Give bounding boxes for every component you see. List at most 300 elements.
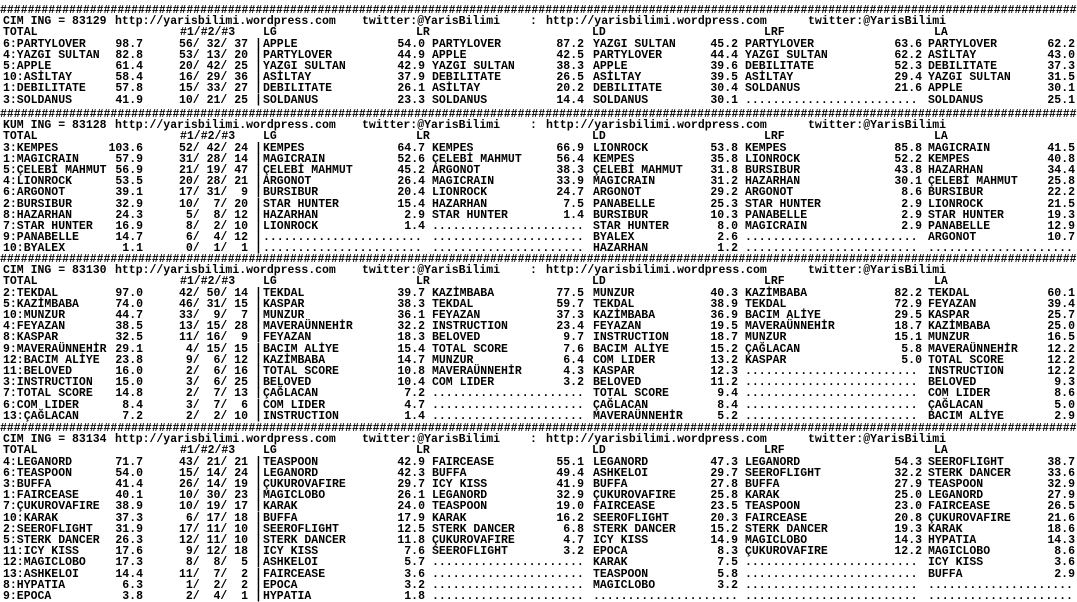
lg-horse-name: BUFFA: [263, 512, 298, 525]
entry-rank-name: 9:EPOCA: [3, 590, 52, 602]
entry-place-counts: 33/ 9/ 7: [178, 309, 248, 322]
ld-horse-name: DEBILITATE: [593, 82, 663, 95]
entry-total-score: 98.7: [115, 38, 143, 51]
column-divider: |: [255, 343, 262, 356]
lrf-score: 25.0: [894, 489, 922, 502]
lrf-horse-name: MAVERAÜNNEHİR: [745, 320, 835, 333]
entry-place-counts: 42/ 50/ 14: [178, 287, 248, 300]
lr-score: 1.4: [563, 209, 584, 222]
entry-total-score: 39.1: [115, 186, 143, 199]
lg-score: 23.3: [397, 94, 425, 107]
lg-score: 36.1: [397, 309, 425, 322]
entry-rank-name: 11:ICY KISS: [3, 545, 79, 558]
twitter-handle-2: twitter:@YarisBilimi: [808, 119, 947, 132]
race-id: CIM ING = 83134: [3, 433, 107, 446]
lr-horse-name: FAIRCEASE: [432, 456, 495, 469]
lr-score: 33.9: [556, 175, 584, 188]
lr-score: 38.3: [556, 60, 584, 73]
lrf-score: 2.9: [901, 209, 922, 222]
entry-total-score: 38.9: [115, 500, 143, 513]
la-horse-name: BUFFA: [928, 568, 963, 581]
entry-place-counts: 20/ 28/ 21: [178, 175, 248, 188]
entry-place-counts: 43/ 21/ 21: [178, 456, 248, 469]
la-horse-name: LIONROCK: [928, 198, 984, 211]
entry-rank-name: 10:BYALEX: [3, 242, 66, 255]
column-divider: |: [255, 298, 262, 311]
ld-score: 1.2: [717, 242, 738, 255]
lr-score: 19.0: [556, 500, 584, 513]
lr-score: 7.6: [563, 343, 584, 356]
ld-score: 7.5: [717, 556, 738, 569]
lr-horse-name: KEMPES: [432, 142, 474, 155]
lg-horse-name: ÇELEBİ MAHMUT: [263, 164, 353, 177]
la-score: 19.3: [1047, 209, 1075, 222]
la-horse-name: HYPATIA: [928, 534, 977, 547]
column-divider: |: [255, 209, 262, 222]
column-header-lr: LR: [416, 444, 430, 457]
lr-empty-dots: ......................: [432, 220, 584, 233]
lr-score: 14.4: [556, 94, 584, 107]
lg-score: 26.1: [397, 489, 425, 502]
entry-place-counts: 2/ 7/ 13: [185, 387, 248, 400]
lr-score: 38.3: [556, 164, 584, 177]
lg-score: 1.8: [404, 590, 425, 602]
lg-score: 44.9: [397, 49, 425, 62]
entry-total-score: 14.4: [115, 568, 143, 581]
lg-score: 4.7: [404, 399, 425, 412]
entry-rank-name: 5:STERK DANCER: [3, 534, 100, 547]
lrf-score: 27.9: [894, 478, 922, 491]
lg-score: 15.4: [397, 343, 425, 356]
lrf-score: 54.3: [894, 456, 922, 469]
entry-place-counts: 53/ 13/ 20: [178, 49, 248, 62]
lg-horse-name: TEASPOON: [263, 456, 319, 469]
lrf-score: 2.9: [901, 220, 922, 233]
lrf-score: 82.2: [894, 287, 922, 300]
ld-score: 8.4: [717, 399, 738, 412]
entry-total-score: 17.3: [115, 556, 143, 569]
la-score: 33.6: [1047, 467, 1075, 480]
ld-score: 10.3: [710, 209, 738, 222]
lr-horse-name: HAZARHAN: [432, 198, 488, 211]
entry-total-score: 41.4: [115, 478, 143, 491]
column-header-total: TOTAL: [3, 444, 38, 457]
separator-colon: :: [530, 264, 537, 277]
lrf-score: 62.2: [894, 49, 922, 62]
lg-horse-name: ARGONOT: [263, 175, 312, 188]
la-score: 8.6: [1054, 545, 1075, 558]
lg-score: 26.1: [397, 82, 425, 95]
entry-rank-name: 8:KASPAR: [3, 331, 59, 344]
lg-horse-name: HAZARHAN: [263, 209, 319, 222]
blog-url-2: http://yarisbilimi.wordpress.com: [546, 433, 767, 446]
ld-horse-name: TEKDAL: [593, 298, 635, 311]
la-score: 22.2: [1047, 186, 1075, 199]
entry-place-counts: 11/ 7/ 2: [178, 568, 248, 581]
la-horse-name: ÇAĞLACAN: [928, 399, 984, 412]
lr-score: 6.8: [563, 523, 584, 536]
ld-horse-name: TEASPOON: [593, 568, 649, 581]
entry-total-score: 103.6: [108, 142, 143, 155]
lrf-empty-dots: .........................: [745, 242, 918, 255]
la-horse-name: APPLE: [928, 82, 963, 95]
entry-place-counts: 10/ 19/ 17: [178, 500, 248, 513]
lrf-score: 52.3: [894, 60, 922, 73]
lrf-horse-name: LIONROCK: [745, 153, 801, 166]
entry-total-score: 61.4: [115, 60, 143, 73]
lr-horse-name: MUNZUR: [432, 354, 474, 367]
lg-horse-name: EPOCA: [263, 579, 298, 592]
ld-score: 53.8: [710, 142, 738, 155]
lr-horse-name: MAGICRAIN: [432, 175, 495, 188]
column-divider: |: [255, 320, 262, 333]
ld-score: 13.2: [710, 354, 738, 367]
entry-place-counts: 11/ 16/ 9: [178, 331, 248, 344]
entry-rank-name: 7:TOTAL SCORE: [3, 387, 93, 400]
ld-score: 25.3: [710, 198, 738, 211]
lrf-score: 19.3: [894, 523, 922, 536]
lg-horse-name: ÇAĞLACAN: [263, 387, 319, 400]
lr-score: 66.9: [556, 142, 584, 155]
column-divider: |: [255, 164, 262, 177]
ld-empty-dots: .....................: [593, 590, 738, 602]
lrf-empty-dots: .........................: [745, 94, 918, 107]
lr-score: 6.4: [563, 354, 584, 367]
ld-score: 20.3: [710, 512, 738, 525]
lrf-score: 29.5: [894, 309, 922, 322]
column-divider: |: [255, 399, 262, 412]
lrf-horse-name: PARTYLOVER: [745, 38, 815, 51]
column-divider: |: [255, 60, 262, 73]
entry-place-counts: 3/ 7/ 6: [185, 399, 248, 412]
lg-horse-name: FEYAZAN: [263, 331, 312, 344]
column-header-lrf: LRF: [764, 130, 785, 143]
lg-score: 24.0: [397, 500, 425, 513]
column-divider: |: [255, 456, 262, 469]
la-score: 30.1: [1047, 82, 1075, 95]
table-row: [0, 95, 1077, 107]
ld-score: 5.2: [717, 410, 738, 423]
column-header-la: LA: [934, 26, 948, 39]
lr-score: 24.7: [556, 186, 584, 199]
entry-total-score: 32.5: [115, 331, 143, 344]
twitter-handle-2: twitter:@YarisBilimi: [808, 15, 947, 28]
lr-horse-name: DEBILITATE: [432, 71, 502, 84]
entry-rank-name: 6:COM LIDER: [3, 399, 79, 412]
la-score: 12.2: [1047, 365, 1075, 378]
ld-horse-name: BACIM ALİYE: [593, 343, 669, 356]
ld-score: 23.5: [710, 500, 738, 513]
lr-empty-dots: ......................: [432, 231, 584, 244]
lrf-horse-name: ARGONOT: [745, 186, 794, 199]
lr-score: 42.5: [556, 49, 584, 62]
lg-score: 54.0: [397, 38, 425, 51]
lrf-empty-dots: .........................: [745, 387, 918, 400]
column-header-la: LA: [934, 444, 948, 457]
blog-url-2: http://yarisbilimi.wordpress.com: [546, 119, 767, 132]
lrf-horse-name: MUNZUR: [745, 331, 787, 344]
ld-horse-name: BUFFA: [593, 478, 628, 491]
column-divider: |: [255, 287, 262, 300]
column-header-total: TOTAL: [3, 26, 38, 39]
entry-place-counts: 9/ 6/ 12: [185, 354, 248, 367]
lrf-horse-name: MAGICRAIN: [745, 220, 808, 233]
la-empty-dots: .....................: [928, 579, 1073, 592]
lr-horse-name: KARAK: [432, 512, 467, 525]
lrf-horse-name: HAZARHAN: [745, 175, 801, 188]
lg-horse-name: KEMPES: [263, 142, 305, 155]
lrf-horse-name: PANABELLE: [745, 209, 808, 222]
lrf-horse-name: BURSIBUR: [745, 164, 801, 177]
lrf-horse-name: ASİLTAY: [745, 71, 794, 84]
separator-colon: :: [530, 433, 537, 446]
column-divider: |: [255, 71, 262, 84]
lg-score: 45.2: [397, 164, 425, 177]
lr-score: 87.2: [556, 38, 584, 51]
entry-rank-name: 10:ASİLTAY: [3, 71, 73, 84]
la-horse-name: MAVERAÜNNEHİR: [928, 343, 1018, 356]
lrf-score: 12.2: [894, 545, 922, 558]
lg-score: 42.9: [397, 60, 425, 73]
ld-horse-name: ASHKELOI: [593, 467, 649, 480]
entry-place-counts: 10/ 30/ 23: [178, 489, 248, 502]
lg-horse-name: SEEROFLIGHT: [263, 523, 339, 536]
la-horse-name: INSTRUCTION: [928, 365, 1004, 378]
lg-horse-name: BELOVED: [263, 376, 312, 389]
ld-score: 39.5: [710, 71, 738, 84]
ld-score: 11.2: [710, 376, 738, 389]
lg-horse-name: MAGICRAIN: [263, 153, 326, 166]
entry-place-counts: 31/ 28/ 14: [178, 153, 248, 166]
ld-horse-name: MUNZUR: [593, 287, 635, 300]
entry-rank-name: 5:APPLE: [3, 60, 52, 73]
lg-score: 5.7: [404, 556, 425, 569]
column-header-p123: #1/#2/#3: [180, 130, 236, 143]
lr-empty-dots: ......................: [432, 556, 584, 569]
entry-total-score: 37.3: [115, 512, 143, 525]
ld-score: 8.0: [717, 220, 738, 233]
entry-rank-name: 5:ÇELEBİ MAHMUT: [3, 164, 107, 177]
la-score: 21.5: [1047, 198, 1075, 211]
twitter-handle-2: twitter:@YarisBilimi: [808, 433, 947, 446]
lr-horse-name: BELOVED: [432, 331, 481, 344]
lr-horse-name: ARGONOT: [432, 164, 481, 177]
lr-score: 4.7: [563, 534, 584, 547]
entry-total-score: 53.5: [115, 175, 143, 188]
race-id: CIM ING = 83129: [3, 15, 107, 28]
column-header-ld: LD: [592, 130, 606, 143]
la-score: 39.4: [1047, 298, 1075, 311]
lrf-empty-dots: .........................: [745, 579, 918, 592]
entry-total-score: 3.8: [122, 590, 143, 602]
ld-horse-name: ASİLTAY: [593, 71, 642, 84]
la-score: 21.6: [1047, 512, 1075, 525]
entry-rank-name: 3:BUFFA: [3, 478, 52, 491]
entry-total-score: 82.8: [115, 49, 143, 62]
lg-score: 29.7: [397, 478, 425, 491]
lrf-score: 18.7: [894, 320, 922, 333]
entry-total-score: 8.4: [122, 399, 143, 412]
lg-score: 14.7: [397, 354, 425, 367]
lr-score: 59.7: [556, 298, 584, 311]
column-header-lrf: LRF: [764, 26, 785, 39]
lrf-horse-name: YAZGI SULTAN: [745, 49, 828, 62]
blog-url: http://yarisbilimi.wordpress.com: [115, 433, 336, 446]
la-horse-name: COM LIDER: [928, 387, 991, 400]
entry-rank-name: 9:PANABELLE: [3, 231, 79, 244]
separator-colon: :: [530, 119, 537, 132]
entry-place-counts: 6/ 4/ 12: [185, 231, 248, 244]
entry-place-counts: 10/ 21/ 25: [178, 94, 248, 107]
ld-horse-name: MAVERAÜNNEHİR: [593, 410, 683, 423]
entry-rank-name: 12:BACIM ALİYE: [3, 354, 100, 367]
column-divider: |: [255, 376, 262, 389]
la-horse-name: YAZGI SULTAN: [928, 71, 1011, 84]
column-header-ld: LD: [592, 275, 606, 288]
column-divider: |: [255, 467, 262, 480]
la-score: 41.5: [1047, 142, 1075, 155]
entry-total-score: 14.8: [115, 387, 143, 400]
lr-horse-name: LIONROCK: [432, 186, 488, 199]
lr-horse-name: SEEROFLIGHT: [432, 545, 508, 558]
lg-score: 42.3: [397, 467, 425, 480]
lr-score: 7.5: [563, 198, 584, 211]
ld-horse-name: KARAK: [593, 556, 628, 569]
lrf-score: 8.6: [901, 186, 922, 199]
blog-url: http://yarisbilimi.wordpress.com: [115, 119, 336, 132]
entry-place-counts: 1/ 2/ 2: [185, 579, 248, 592]
entry-total-score: 97.0: [115, 287, 143, 300]
ld-score: 5.8: [717, 568, 738, 581]
ld-horse-name: ÇAĞLACAN: [593, 399, 649, 412]
entry-rank-name: 2:SEEROFLIGHT: [3, 523, 93, 536]
ld-horse-name: PANABELLE: [593, 198, 656, 211]
entry-rank-name: 13:ASHKELOI: [3, 568, 79, 581]
entry-place-counts: 12/ 11/ 10: [178, 534, 248, 547]
lr-horse-name: TEASPOON: [432, 500, 488, 513]
la-horse-name: ASİLTAY: [928, 49, 977, 62]
lg-horse-name: LEGANORD: [263, 467, 319, 480]
entry-rank-name: 11:BELOVED: [3, 365, 73, 378]
lr-score: 26.5: [556, 71, 584, 84]
entry-place-counts: 46/ 31/ 15: [178, 298, 248, 311]
entry-total-score: 29.1: [115, 343, 143, 356]
la-score: 12.2: [1047, 343, 1075, 356]
lg-horse-name: ASHKELOI: [263, 556, 319, 569]
la-horse-name: BELOVED: [928, 376, 977, 389]
la-score: 25.0: [1047, 320, 1075, 333]
twitter-handle: twitter:@YarisBilimi: [362, 119, 501, 132]
la-horse-name: FEYAZAN: [928, 298, 977, 311]
ld-horse-name: FEYAZAN: [593, 320, 642, 333]
lg-score: 3.2: [404, 579, 425, 592]
entry-place-counts: 20/ 42/ 25: [178, 60, 248, 73]
lrf-horse-name: SEEROFLIGHT: [745, 467, 821, 480]
entry-total-score: 15.0: [115, 376, 143, 389]
lrf-score: 5.8: [901, 343, 922, 356]
lrf-empty-dots: .........................: [745, 365, 918, 378]
lr-score: 32.9: [556, 489, 584, 502]
la-score: 60.1: [1047, 287, 1075, 300]
column-divider: |: [255, 568, 262, 581]
ld-score: 39.6: [710, 60, 738, 73]
la-horse-name: FAIRCEASE: [928, 500, 991, 513]
la-score: 12.2: [1047, 354, 1075, 367]
column-header-la: LA: [934, 275, 948, 288]
entry-place-counts: 10/ 7/ 20: [178, 198, 248, 211]
ld-horse-name: KASPAR: [593, 365, 635, 378]
lg-score: 32.2: [397, 320, 425, 333]
column-header-ld: LD: [592, 444, 606, 457]
entry-place-counts: 52/ 42/ 24: [178, 142, 248, 155]
lr-score: 49.4: [556, 467, 584, 480]
column-header-lg: LG: [263, 444, 277, 457]
ld-score: 15.2: [710, 523, 738, 536]
lr-horse-name: STAR HUNTER: [432, 209, 508, 222]
entry-place-counts: 8/ 8/ 5: [185, 556, 248, 569]
lg-score: 26.4: [397, 175, 425, 188]
entry-place-counts: 2/ 6/ 16: [185, 365, 248, 378]
la-score: 3.6: [1054, 556, 1075, 569]
la-score: 62.2: [1047, 38, 1075, 51]
hash-separator: ############################################################################################################################################################: [0, 422, 1077, 435]
entry-total-score: 57.8: [115, 82, 143, 95]
entry-total-score: 40.1: [115, 489, 143, 502]
column-divider: |: [255, 410, 262, 423]
lrf-horse-name: KAZİMBABA: [745, 287, 808, 300]
lg-score: 1.4: [404, 220, 425, 233]
lrf-empty-dots: .........................: [745, 590, 918, 602]
ld-score: 40.3: [710, 287, 738, 300]
entry-total-score: 23.8: [115, 354, 143, 367]
lg-empty-dots: .......................: [263, 231, 422, 244]
la-score: 25.1: [1047, 94, 1075, 107]
entry-place-counts: 21/ 19/ 47: [178, 164, 248, 177]
lg-score: 38.3: [397, 298, 425, 311]
ld-score: 44.4: [710, 49, 738, 62]
lr-horse-name: BUFFA: [432, 467, 467, 480]
lr-horse-name: FEYAZAN: [432, 309, 481, 322]
column-divider: |: [255, 331, 262, 344]
entry-total-score: 57.9: [115, 153, 143, 166]
ld-score: 12.3: [710, 365, 738, 378]
la-score: 18.6: [1047, 523, 1075, 536]
lg-horse-name: TOTAL SCORE: [263, 365, 339, 378]
lr-score: 55.1: [556, 456, 584, 469]
lrf-score: 63.6: [894, 38, 922, 51]
la-horse-name: MUNZUR: [928, 331, 970, 344]
la-horse-name: TOTAL SCORE: [928, 354, 1004, 367]
hash-separator: ############################################################################################################################################################: [0, 253, 1077, 266]
lg-horse-name: YAZGI SULTAN: [263, 60, 346, 73]
la-horse-name: ÇUKUROVAFIRE: [928, 512, 1011, 525]
la-horse-name: KAZİMBABA: [928, 320, 991, 333]
lrf-score: 23.0: [894, 500, 922, 513]
lg-score: 18.3: [397, 331, 425, 344]
lg-score: 17.9: [397, 512, 425, 525]
lr-horse-name: INSTRUCTION: [432, 320, 508, 333]
entry-total-score: 16.0: [115, 365, 143, 378]
table-row: [0, 591, 1077, 602]
la-score: 25.8: [1047, 175, 1075, 188]
column-divider: |: [255, 512, 262, 525]
entry-rank-name: 4:LEGANORD: [3, 456, 73, 469]
lr-horse-name: KAZİMBABA: [432, 287, 495, 300]
lrf-empty-dots: .........................: [745, 568, 918, 581]
lr-horse-name: ÇELEBİ MAHMUT: [432, 153, 522, 166]
twitter-handle: twitter:@YarisBilimi: [362, 15, 501, 28]
la-score: 8.6: [1054, 387, 1075, 400]
